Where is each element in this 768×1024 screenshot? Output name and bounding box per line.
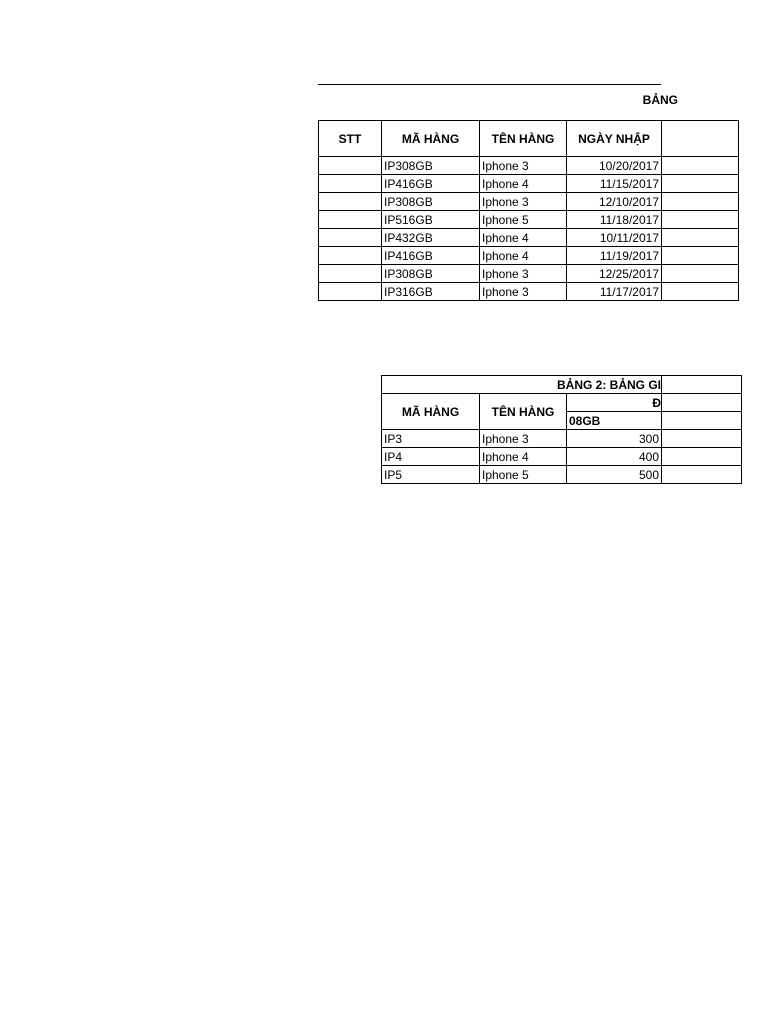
table-row — [319, 193, 739, 211]
top-border-line — [318, 84, 661, 85]
cell-ngay-nhap[interactable]: 11/15/2017 — [567, 175, 662, 193]
cell-stt[interactable] — [319, 211, 382, 229]
table2-title: BẢNG 2: BẢNG GI — [382, 376, 662, 394]
cell-ten-hang[interactable]: Iphone 3 — [480, 265, 567, 283]
cell-ten-hang[interactable]: Iphone 3 — [480, 157, 567, 175]
cell-ngay-nhap[interactable]: 10/20/2017 — [567, 157, 662, 175]
cell-stt[interactable] — [319, 193, 382, 211]
cell-cut-off[interactable] — [662, 466, 742, 484]
cell-cut-off[interactable] — [662, 229, 739, 247]
cell-cut-off — [662, 394, 742, 412]
header-capacity: 08GB — [567, 412, 662, 430]
cell-cut-off — [662, 376, 742, 394]
cell-ma-hang[interactable]: IP316GB — [382, 283, 480, 301]
cell-ten-hang[interactable]: Iphone 4 — [480, 229, 567, 247]
cell-ma-hang[interactable]: IP3 — [382, 430, 480, 448]
cell-cut-off[interactable] — [662, 265, 739, 283]
table2-header-row — [382, 394, 742, 412]
table-row — [319, 211, 739, 229]
table-row — [319, 175, 739, 193]
header-ma-hang: MÃ HÀNG — [382, 394, 480, 430]
cell-ma-hang[interactable]: IP308GB — [382, 265, 480, 283]
table1-import-list — [318, 120, 739, 301]
cell-cut-off[interactable] — [662, 175, 739, 193]
table-row — [382, 466, 742, 484]
cell-ngay-nhap[interactable]: 11/17/2017 — [567, 283, 662, 301]
header-cut-off — [662, 121, 739, 157]
cell-ngay-nhap[interactable]: 12/10/2017 — [567, 193, 662, 211]
cell-cut-off[interactable] — [662, 157, 739, 175]
cell-price[interactable]: 400 — [567, 448, 662, 466]
header-stt: STT — [319, 121, 382, 157]
header-price-group: Đ — [567, 394, 662, 412]
cell-ma-hang[interactable]: IP308GB — [382, 193, 480, 211]
table-row — [382, 430, 742, 448]
cell-ten-hang[interactable]: Iphone 3 — [480, 193, 567, 211]
cell-cut-off[interactable] — [662, 193, 739, 211]
cell-ngay-nhap[interactable]: 11/19/2017 — [567, 247, 662, 265]
cell-ten-hang[interactable]: Iphone 4 — [480, 448, 567, 466]
header-ten-hang: TÊN HÀNG — [480, 121, 567, 157]
cell-ma-hang[interactable]: IP416GB — [382, 175, 480, 193]
cell-cut-off[interactable] — [662, 283, 739, 301]
cell-cut-off[interactable] — [662, 430, 742, 448]
cell-ma-hang[interactable]: IP416GB — [382, 247, 480, 265]
cell-price[interactable]: 500 — [567, 466, 662, 484]
table-row — [319, 265, 739, 283]
table1-header-row — [319, 121, 739, 157]
cell-cut-off[interactable] — [662, 448, 742, 466]
table-row — [382, 448, 742, 466]
cell-ten-hang[interactable]: Iphone 5 — [480, 211, 567, 229]
cell-ngay-nhap[interactable]: 12/25/2017 — [567, 265, 662, 283]
table2-title-row — [382, 376, 742, 394]
cell-price[interactable]: 300 — [567, 430, 662, 448]
table-row — [319, 229, 739, 247]
table2-price-list — [381, 375, 742, 484]
header-ngay-nhap: NGÀY NHẬP — [567, 121, 662, 157]
cell-ten-hang[interactable]: Iphone 3 — [480, 430, 567, 448]
cell-ma-hang[interactable]: IP308GB — [382, 157, 480, 175]
cell-ten-hang[interactable]: Iphone 5 — [480, 466, 567, 484]
cell-ngay-nhap[interactable]: 11/18/2017 — [567, 211, 662, 229]
table-row — [319, 157, 739, 175]
cell-ten-hang[interactable]: Iphone 4 — [480, 175, 567, 193]
cell-ten-hang[interactable]: Iphone 4 — [480, 247, 567, 265]
cell-cut-off[interactable] — [662, 211, 739, 229]
cell-stt[interactable] — [319, 265, 382, 283]
cell-ma-hang[interactable]: IP5 — [382, 466, 480, 484]
cell-ngay-nhap[interactable]: 10/11/2017 — [567, 229, 662, 247]
cell-stt[interactable] — [319, 247, 382, 265]
table-row — [319, 247, 739, 265]
cell-ma-hang[interactable]: IP516GB — [382, 211, 480, 229]
cell-stt[interactable] — [319, 229, 382, 247]
table-row — [319, 283, 739, 301]
cell-ma-hang[interactable]: IP432GB — [382, 229, 480, 247]
table1-title: BẢNG — [642, 93, 678, 107]
cell-cut-off[interactable] — [662, 247, 739, 265]
cell-ma-hang[interactable]: IP4 — [382, 448, 480, 466]
cell-stt[interactable] — [319, 157, 382, 175]
header-ten-hang: TÊN HÀNG — [480, 394, 567, 430]
header-ma-hang: MÃ HÀNG — [382, 121, 480, 157]
cell-stt[interactable] — [319, 283, 382, 301]
cell-stt[interactable] — [319, 175, 382, 193]
cell-ten-hang[interactable]: Iphone 3 — [480, 283, 567, 301]
cell-cut-off — [662, 412, 742, 430]
